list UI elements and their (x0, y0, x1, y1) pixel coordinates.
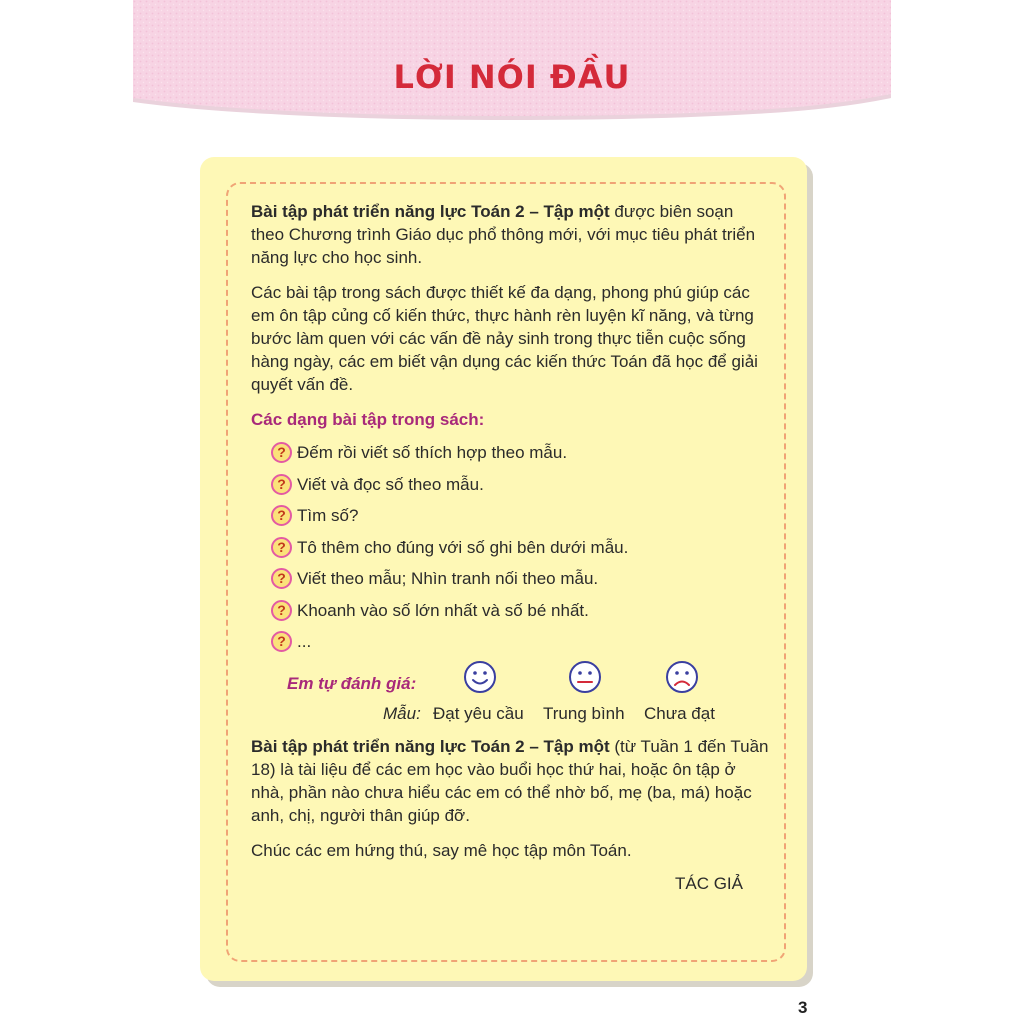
closing-paragraph (251, 735, 771, 827)
question-icon: ? (271, 537, 292, 558)
question-icon: ? (271, 442, 292, 463)
exercise-types-list (271, 437, 771, 658)
page-number: 3 (798, 998, 808, 1017)
question-icon: ? (271, 474, 292, 495)
self-assessment-label: Em tự đánh giá: (287, 673, 417, 693)
smiley-sad-icon (665, 660, 699, 694)
list-item (271, 626, 771, 658)
list-item (271, 563, 771, 595)
question-icon: ? (271, 600, 292, 621)
intro-paragraph (251, 200, 771, 269)
list-item-text: Viết và đọc số theo mẫu. (297, 474, 484, 494)
book-title: Bài tập phát triển năng lực Toán 2 – Tập một (251, 736, 610, 756)
list-item-text: ... (297, 632, 312, 652)
list-item-text: Tìm số? (297, 506, 359, 526)
closing-text: (từ Tuần 1 đến Tuần 18) là tài liệu để các em học vào buổi học thứ hai, hoặc ôn tập ở nhà, phần nào chưa hiểu các em có thể nhờ bố, mẹ (ba, má) hoặc anh, chị, người thân giúp đỡ. (251, 736, 769, 825)
question-icon: ? (271, 568, 292, 589)
list-item-text: Tô thêm cho đúng với số ghi bên dưới mẫu. (297, 537, 629, 557)
question-icon: ? (271, 505, 292, 526)
preface-content (251, 200, 771, 895)
list-item-text: Viết theo mẫu; Nhìn tranh nối theo mẫu. (297, 569, 599, 589)
smiley-happy-icon (463, 660, 497, 694)
self-assessment (251, 660, 771, 735)
sample-label: Mẫu: (383, 703, 421, 723)
smiley-neutral-icon (568, 660, 602, 694)
exercise-types-title: Các dạng bài tập trong sách: (251, 410, 485, 429)
description-paragraph: Các bài tập trong sách được thiết kế đa dạng, phong phú giúp các em ôn tập củng cố kiến thức, thực hành rèn luyện kĩ năng, và từng bước làm quen với các vấn đề nảy sinh trong thực tiễn cuộc sống hàng ngày, các em biết vận dụng các kiến thức Toán đã học để giải quyết vấn đề. (251, 283, 758, 394)
list-item (271, 469, 771, 501)
list-item-text: Đếm rồi viết số thích hợp theo mẫu. (297, 443, 568, 463)
list-item-text: Khoanh vào số lớn nhất và số bé nhất. (297, 600, 589, 620)
intro-text: được biên soạn theo Chương trình Giáo dục phổ thông mới, với mục tiêu phát triển năng lực cho học sinh. (251, 202, 756, 267)
level-label-pass: Đạt yêu cầu (433, 703, 524, 723)
list-item (271, 500, 771, 532)
book-title: Bài tập phát triển năng lực Toán 2 – Tập một (251, 202, 610, 221)
page-header (133, 0, 891, 132)
author-signature: TÁC GIẢ (674, 873, 743, 893)
level-label-average: Trung bình (543, 703, 625, 723)
list-item (271, 595, 771, 627)
list-item (271, 437, 771, 469)
question-icon: ? (271, 631, 292, 652)
list-item (271, 532, 771, 564)
wish-paragraph: Chúc các em hứng thú, say mê học tập môn Toán. (251, 840, 632, 860)
page-title: LỜI NÓI ĐẦU (393, 58, 631, 96)
level-label-fail: Chưa đạt (644, 703, 715, 723)
